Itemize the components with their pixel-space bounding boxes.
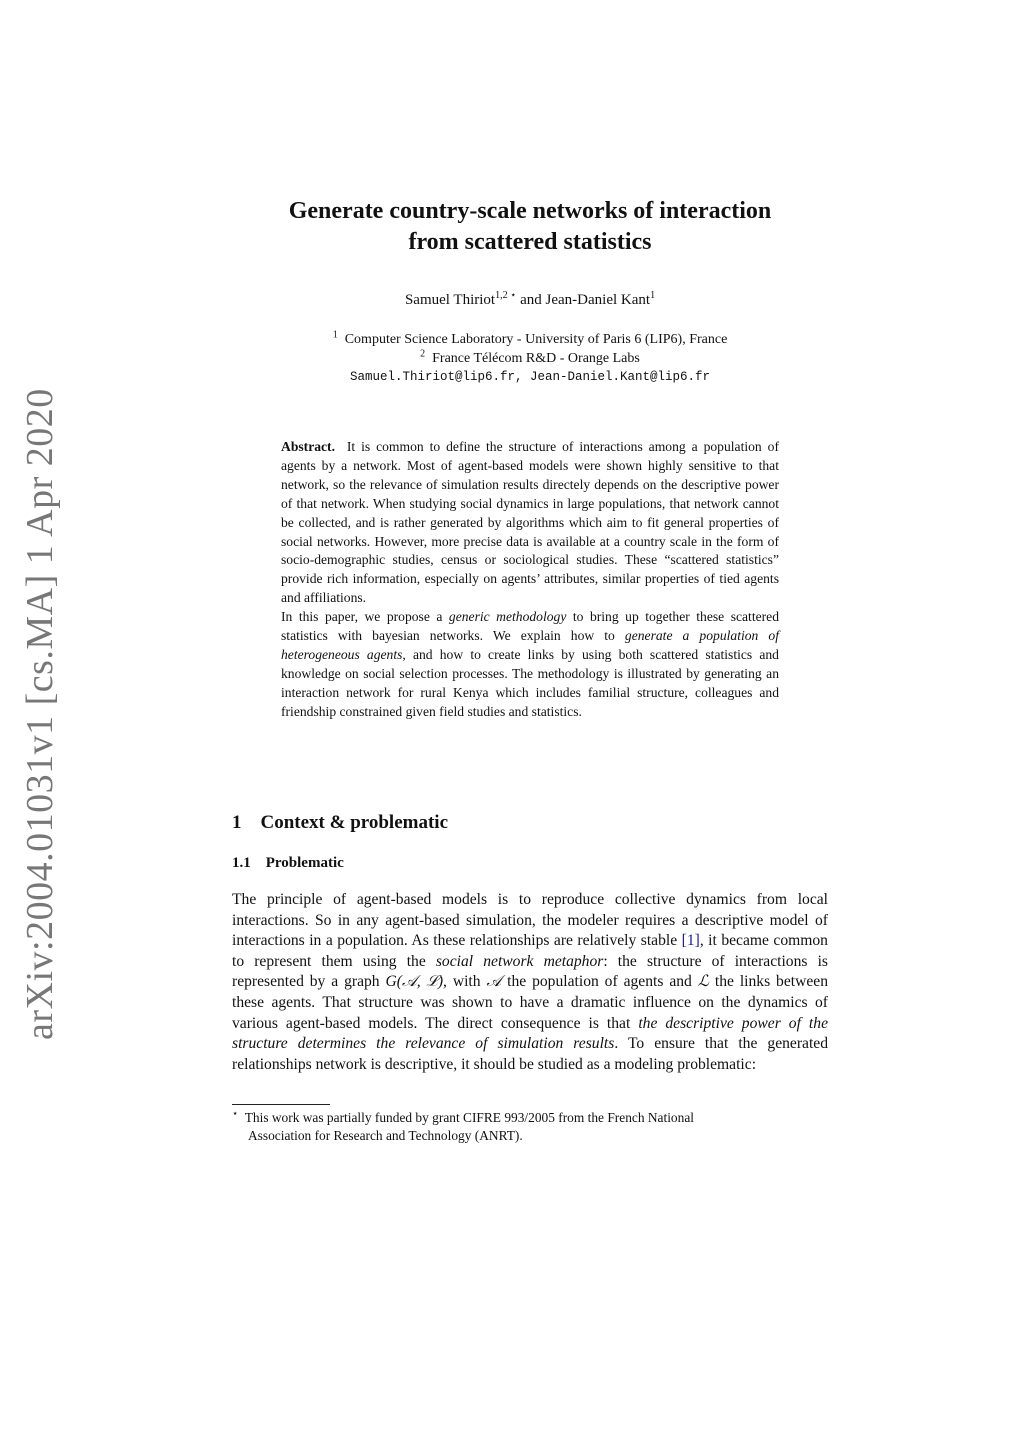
body-text-block xyxy=(232,890,828,1075)
title-line-2: from scattered statistics xyxy=(408,229,652,255)
body-text: the population of agents and xyxy=(501,973,698,991)
math-agents: 𝒜 xyxy=(486,973,502,991)
affiliation-text: France Télécom R&D - Orange Labs xyxy=(432,351,640,366)
abstract-text: to bring up together these scattered statistics with bayesian networks. We explain how to xyxy=(281,609,779,644)
body-text: the links between these agents. That structure was shown to have a dramatic influence on the dynamics of various agent-based models. The direct consequence is that xyxy=(232,973,828,1032)
abstract-text: , and how to create links by using both scattered statistics and knowledge on social selection processes. The methodology is illustrated by generating an interaction network for rural Kenya which includes familial structure, colleagues and friendship constrained given field studies and statistics. xyxy=(281,646,779,719)
section-number: 1 xyxy=(232,812,242,833)
abstract-paragraph-2 xyxy=(281,608,779,721)
abstract-label: Abstract. xyxy=(281,439,335,454)
abstract-emphasis: generic methodology xyxy=(448,609,567,625)
footnote-marker: ⋆ xyxy=(232,1108,239,1120)
author-list xyxy=(200,292,860,309)
body-emphasis: social network metaphor xyxy=(435,952,604,970)
affiliation-marker: 2 xyxy=(420,348,426,360)
footnote-rule xyxy=(232,1104,330,1105)
body-text: . To ensure that the generated relationships network is descriptive, it should be studied as a modeling problematic: xyxy=(232,1035,828,1073)
body-emphasis: the descriptive power of the structure determines the relevance of simulation results xyxy=(232,1014,828,1053)
body-text: , with xyxy=(443,973,487,991)
math-graph: G(𝒜, ℒ) xyxy=(385,973,444,991)
arxiv-identifier-stamp: arXiv:2004.01031v1 [cs.MA] 1 Apr 2020 xyxy=(19,388,61,1040)
abstract-text: It is common to define the structure of interactions among a population of agents by a network. Most of agent-based models were shown highly sensitive to that network, so the relevance of simulation results directely depends on the descriptive power of that network. When studying social dynamics in large populations, that network cannot be collected, and is rather generated by algorithms which aim to fit general properties of social networks. However, more precise data is available at a country scale in the form of socio-demographic studies, census or sociological studies. These “scattered statistics” provide rich information, especially on agents’ attributes, similar properties of tied agents and affiliations. xyxy=(281,439,779,606)
body-text: , it became common to represent them using the xyxy=(232,932,828,970)
footnote-line-2: Association for Research and Technology (ANRT). xyxy=(248,1128,523,1143)
subsection-heading xyxy=(232,855,344,872)
author-name: Samuel Thiriot xyxy=(404,292,496,308)
body-paragraph xyxy=(232,890,828,1075)
citation-link[interactable]: [1] xyxy=(681,932,700,950)
abstract-emphasis: generate a population of heterogeneous agents xyxy=(281,628,779,662)
subsection-number: 1.1 xyxy=(232,855,251,871)
footnote-line-1: This work was partially funded by grant CIFRE 993/2005 from the French National xyxy=(244,1110,694,1125)
paper-title xyxy=(200,196,860,258)
affiliations xyxy=(200,330,860,387)
affiliation-text: Computer Science Laboratory - University of Paris 6 (LIP6), France xyxy=(344,332,728,347)
math-links: ℒ xyxy=(697,973,709,991)
title-line-1: Generate country-scale networks of interaction xyxy=(288,198,772,224)
author-affiliation-marker: 1 xyxy=(650,290,656,301)
footnote xyxy=(232,1109,828,1145)
author-name: Jean-Daniel Kant xyxy=(545,292,651,308)
abstract-paragraph-1 xyxy=(281,438,779,608)
section-heading xyxy=(232,812,448,834)
subsection-title: Problematic xyxy=(265,855,344,871)
author-affiliation-marker: 1,2 ⋆ xyxy=(495,290,517,301)
body-text: The principle of agent-based models is to reproduce collective dynamics from local interactions. So in any agent-based simulation, the modeler requires a descriptive model of interactions in a population. As these relationships are relatively stable xyxy=(232,891,828,950)
abstract xyxy=(281,438,779,722)
affiliation-marker: 1 xyxy=(332,329,338,341)
affiliation-2 xyxy=(200,349,860,368)
abstract-text: In this paper, we propose a xyxy=(281,609,449,625)
body-text: : the structure of interactions is represented by a graph xyxy=(232,952,828,991)
author-conjunction: and xyxy=(516,292,546,308)
affiliation-1 xyxy=(200,330,860,349)
section-title: Context & problematic xyxy=(260,812,449,833)
author-emails[interactable]: Samuel.Thiriot@lip6.fr, Jean-Daniel.Kant@lip6.fr xyxy=(349,370,711,384)
